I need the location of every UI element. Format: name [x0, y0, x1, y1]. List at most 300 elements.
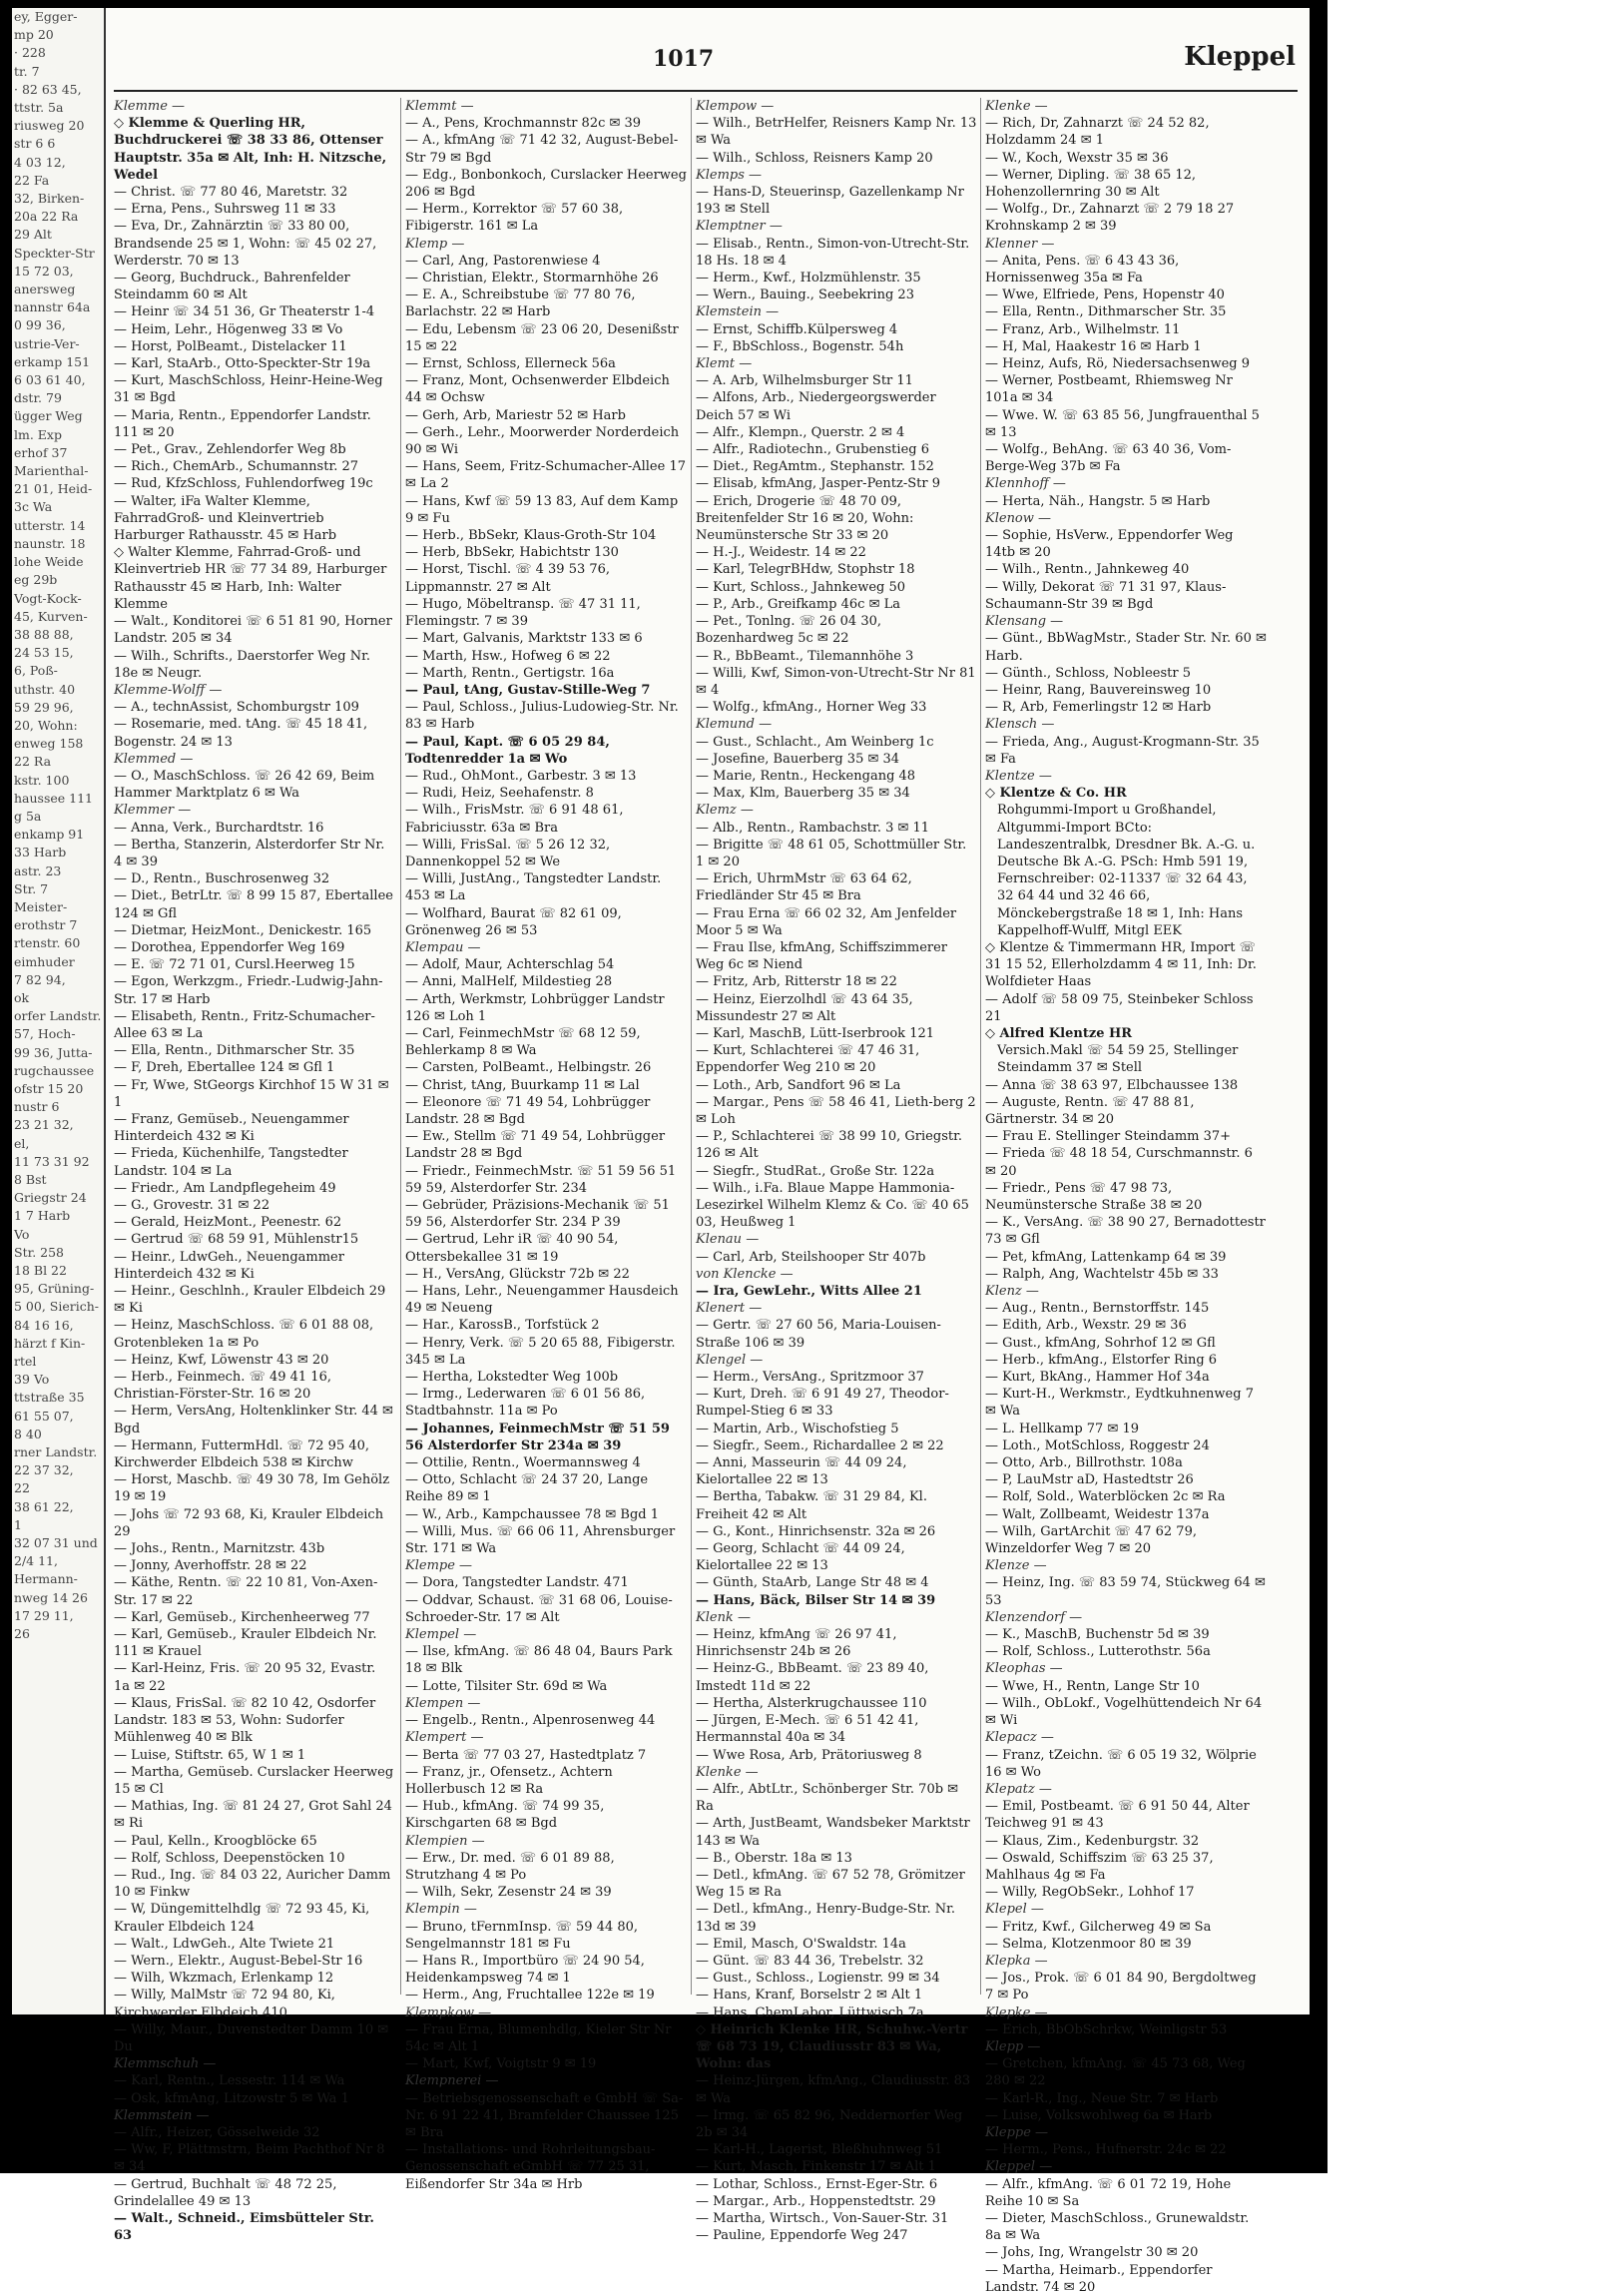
- directory-entry: — F, Dreh, Ebertallee 124 ✉ Gfl 1: [114, 1060, 335, 1076]
- directory-entry: — Ira, GewLehr., Witts Allee 21: [696, 1284, 922, 1300]
- prev-page-fragment: el,: [14, 1135, 30, 1151]
- prev-page-fragment: 24 53 15,: [14, 645, 74, 661]
- prev-page-fragment: · 228: [14, 45, 46, 61]
- running-head: Kleppel: [1184, 42, 1296, 72]
- column-1: [114, 98, 395, 2244]
- prev-page-fragment: 29 Alt: [14, 227, 52, 243]
- directory-entry: — F., BbSchloss., Bogenstr. 54h: [696, 338, 904, 354]
- directory-entry: — Marth, Hsw., Hofweg 6 ✉ 22: [405, 648, 611, 664]
- directory-entry: — G., Kont., Hinrichsenstr. 32a ✉ 26: [696, 1523, 936, 1539]
- directory-entry: — Wilh, Sekr, Zesenstr 24 ✉ 39: [405, 1885, 612, 1901]
- directory-entry: ◇ Heinrich Klenke HR, Schuhw.-Vertr ☏ 68 73 19, Claudiusstr 83 ✉ Wa, Wohn: das: [696, 2021, 968, 2072]
- prev-page-fragment: · 82 63 45,: [14, 81, 82, 97]
- directory-entry: — Herm., VersAng., Spritzmoor 37: [696, 1370, 924, 1386]
- prev-page-fragment: 21 01, Heid-: [14, 481, 93, 497]
- directory-entry: ◇ Klentze & Timmermann HR, Import ☏ 31 15 52, Ellerholzdamm 4 ✉ 11, Inh: Dr. Wolfdieter Haas: [985, 939, 1257, 990]
- surname-heading: Klemmed —: [114, 751, 194, 767]
- surname-heading: Klengel —: [696, 1352, 764, 1368]
- directory-entry: — Karl, Gemüseb., Krauler Elbdeich Nr. 111 ✉ Krauel: [114, 1627, 377, 1660]
- directory-entry: — Franz, Mont, Ochsenwerder Elbdeich 44 ✉ Ochsw: [405, 373, 670, 406]
- surname-heading: Klempau —: [405, 939, 481, 955]
- directory-entry: — Emil, Masch, O'Swaldstr. 14a: [696, 1936, 906, 1952]
- directory-entry: — Frieda ☏ 48 18 54, Curschmannstr. 6 ✉ 20: [985, 1146, 1253, 1179]
- prev-page-fragment: Marienthal-: [14, 463, 89, 479]
- directory-entry: — Anna ☏ 38 63 97, Elbchaussee 138: [985, 1077, 1239, 1093]
- prev-page-fragment: haussee 111: [14, 790, 94, 806]
- directory-entry: — Kurt, Schlachterei ☏ 47 46 31, Eppendorfer Weg 210 ✉ 20: [696, 1043, 920, 1076]
- directory-entry: — Christ, tAng, Buurkamp 11 ✉ Lal: [405, 1077, 640, 1093]
- directory-entry: — Hans-D, Steuerinsp, Gazellenkamp Nr 193 ✉ Stell: [696, 185, 964, 218]
- directory-entry: — O., MaschSchloss. ☏ 26 42 69, Beim Hammer Marktplatz 6 ✉ Wa: [114, 768, 375, 802]
- directory-entry: — Hertha, Lokstedter Weg 100b: [405, 1370, 619, 1386]
- directory-entry: — Friedr., Am Landpflegeheim 49: [114, 1180, 336, 1196]
- directory-entry: — Karl, TelegrBHdw, Stophstr 18: [696, 562, 915, 578]
- directory-entry: — Henry, Verk. ☏ 5 20 65 88, Fibigerstr. 345 ✉ La: [405, 1335, 676, 1368]
- prev-page-fragment: 1: [14, 1516, 22, 1532]
- prev-page-fragment: enkamp 91: [14, 827, 85, 843]
- directory-entry: — Kurt, Dreh. ☏ 6 91 49 27, Theodor-Rumpel-Stieg 6 ✉ 33: [696, 1387, 949, 1420]
- prev-page-fragment: 22 37 32,: [14, 1462, 74, 1478]
- prev-page-fragment: kstr. 100: [14, 772, 70, 788]
- prev-page-fragment: ok: [14, 989, 30, 1005]
- directory-entry: — Erw., Dr. med. ☏ 6 01 89 88, Strutzhang 4 ✉ Po: [405, 1850, 615, 1883]
- surname-heading: Klensang —: [985, 614, 1064, 630]
- directory-entry: — Fritz, Arb, Ritterstr 18 ✉ 22: [696, 974, 897, 990]
- directory-entry: — D., Rentn., Buschrosenweg 32: [114, 871, 330, 887]
- directory-entry: — Anni, MalHelf, Mildestieg 28: [405, 974, 613, 990]
- directory-entry: — Wern., Elektr., August-Bebel-Str 16: [114, 1953, 363, 1969]
- surname-heading: Klempnerei —: [405, 2073, 499, 2089]
- prev-page-fragment: lm. Exp: [14, 426, 62, 442]
- prev-page-fragment: 1 7 Harb: [14, 1208, 71, 1224]
- directory-entry: — Anna, Verk., Burchardtstr. 16: [114, 820, 324, 836]
- surname-heading: Klenke —: [985, 99, 1048, 114]
- prev-page-fragment: 4 03 12,: [14, 154, 66, 170]
- prev-page-fragment: ofstr 15 20: [14, 1080, 84, 1096]
- directory-entry: — Alfr., Radiotechn., Grubenstieg 6: [696, 442, 929, 458]
- directory-entry: — Hans, Kranf, Borselstr 2 ✉ Alt 1: [696, 1988, 923, 2004]
- prev-page-fragment: 20, Wohn:: [14, 717, 78, 733]
- directory-entry: — R, Arb, Femerlingstr 12 ✉ Harb: [985, 700, 1212, 716]
- directory-entry: — P, LauMstr aD, Hastedtstr 26: [985, 1472, 1194, 1488]
- surname-heading: Klepp —: [985, 2038, 1041, 2054]
- directory-entry: ◇ Klemme & Querling HR, Buchdruckerei ☏ 38 33 86, Ottenser Hauptstr. 35a ✉ Alt, Inh: H. Nitzsche, Wedel: [114, 116, 387, 183]
- directory-entry: — Oddvar, Schaust. ☏ 31 68 06, Louise-Schroeder-Str. 17 ✉ Alt: [405, 1592, 673, 1625]
- directory-entry: — Martin, Arb., Wischofstieg 5: [696, 1421, 899, 1436]
- column-4: [980, 98, 1267, 2295]
- prev-page-fragment: Str. 7: [14, 880, 49, 896]
- directory-entry: — H.-J., Weidestr. 14 ✉ 22: [696, 545, 866, 561]
- directory-entry: — Georg, Schlacht ☏ 44 09 24, Kielortallee 22 ✉ 13: [696, 1541, 905, 1574]
- prev-page-fragment: dstr. 79: [14, 390, 62, 406]
- directory-entry: Versich.Makl ☏ 54 59 25, Stellinger Steindamm 37 ✉ Stell: [997, 1043, 1239, 1076]
- directory-entry: — Heim, Lehr., Högenweg 33 ✉ Vo: [114, 321, 343, 337]
- directory-entry: — Eleonore ☏ 71 49 54, Lohbrügger Landstr. 28 ✉ Bgd: [405, 1094, 651, 1127]
- prev-page-fragment: uthstr. 40: [14, 681, 76, 697]
- directory-entry: — Herm., Kwf., Holzmühlenstr. 35: [696, 271, 921, 287]
- header-rule: [114, 90, 1298, 92]
- prev-page-fragment: orfer Landstr.: [14, 1008, 102, 1024]
- directory-entry: — Carl, Arb, Steilshooper Str 407b: [696, 1249, 926, 1265]
- prev-page-fragment: ey, Egger-: [14, 9, 78, 24]
- prev-page-fragment: utterstr. 14: [14, 517, 86, 533]
- directory-entry: — Wwe. W. ☏ 63 85 56, Jungfrauenthal 5 ✉ 13: [985, 407, 1260, 440]
- directory-entry: — Gust., kfmAng, Sohrhof 12 ✉ Gfl: [985, 1335, 1216, 1351]
- surname-heading: Klemme-Wolff —: [114, 682, 223, 698]
- directory-entry: — Kurt-H., Werkmstr., Eydtkuhnenweg 7 ✉ Wa: [985, 1387, 1254, 1420]
- directory-entry: — Elisabeth, Rentn., Fritz-Schumacher-Allee 63 ✉ La: [114, 1008, 375, 1041]
- prev-page-fragment: riusweg 20: [14, 118, 85, 134]
- prev-page-fragment: 61 55 07,: [14, 1408, 74, 1424]
- directory-entry: — Franz, jr., Ofensetz., Achtern Hollerbusch 12 ✉ Ra: [405, 1764, 613, 1797]
- directory-entry: — Gerh., Lehr., Moorwerder Norderdeich 90 ✉ Wi: [405, 424, 680, 458]
- directory-entry: — Wilh, GartArchit ☏ 47 62 79, Winzeldorfer Weg 7 ✉ 20: [985, 1523, 1197, 1557]
- directory-entry: — Alfr., AbtLtr., Schönberger Str. 70b ✉ Ra: [696, 1781, 959, 1815]
- directory-entry: — Hans, Seem, Fritz-Schumacher-Allee 17 ✉ La 2: [405, 459, 686, 492]
- directory-entry: — Mart, Galvanis, Marktstr 133 ✉ 6: [405, 631, 643, 647]
- directory-entry: — Christ. ☏ 77 80 46, Maretstr. 32: [114, 185, 348, 201]
- surname-heading: Klemp —: [405, 236, 465, 252]
- surname-heading: Klemz —: [696, 803, 754, 819]
- prev-page-fragment: rtel: [14, 1354, 37, 1370]
- directory-entry: — Herm., Pens., Hufnerstr. 24c ✉ 22: [985, 2142, 1227, 2158]
- surname-heading: Klempow —: [696, 99, 775, 114]
- directory-entry: — Herb., BbSekr, Klaus-Groth-Str 104: [405, 528, 657, 544]
- directory-entry: — Adolf ☏ 58 09 75, Steinbeker Schloss 21: [985, 991, 1254, 1024]
- directory-entry: — Franz, Gemüseb., Neuengammer Hinterdeich 432 ✉ Ki: [114, 1111, 349, 1145]
- page-header: [114, 38, 1302, 78]
- directory-entry: — Loth., MotSchloss, Roggestr 24: [985, 1437, 1210, 1453]
- directory-entry: — Hugo, Möbeltransp. ☏ 47 31 11, Flemingstr. 7 ✉ 39: [405, 596, 641, 630]
- surname-heading: Klemt —: [696, 356, 753, 372]
- directory-entry: — Rud., OhMont., Garbestr. 3 ✉ 13: [405, 768, 637, 784]
- surname-heading: Klemmer —: [114, 803, 192, 819]
- directory-entry: — Rud., Ing. ☏ 84 03 22, Auricher Damm 10 ✉ Finkw: [114, 1867, 391, 1901]
- directory-entry: — Karl, MaschB, Lütt-Iserbrook 121: [696, 1025, 935, 1041]
- surname-heading: Klemstein —: [696, 304, 780, 320]
- directory-entry: — Wilh., Schrifts., Daerstorfer Weg Nr. 18e ✉ Neugr.: [114, 648, 370, 681]
- directory-entry: — Willy, RegObSekr., Lohhof 17: [985, 1885, 1195, 1901]
- directory-entry: — Günth, StaArb, Lange Str 48 ✉ 4: [696, 1575, 929, 1591]
- directory-entry: — Oswald, Schiffszim ☏ 63 25 37, Mahlhaus 4g ✉ Fa: [985, 1850, 1214, 1883]
- surname-heading: Klemmstein —: [114, 2107, 210, 2123]
- directory-entry: — Loth., Arb, Sandfort 96 ✉ La: [696, 1077, 901, 1093]
- directory-entry: — Jürgen, E-Mech. ☏ 6 51 42 41, Hermannstal 40a ✉ 34: [696, 1713, 919, 1746]
- directory-entry: — Gertrud, Buchhalt ☏ 48 72 25, Grindelallee 49 ✉ 13: [114, 2176, 337, 2209]
- prev-page-fragment: nustr 6: [14, 1099, 60, 1115]
- directory-entry: — R., BbBeamt., Tilemannhöhe 3: [696, 648, 914, 664]
- prev-page-fragment: Str. 258: [14, 1244, 64, 1260]
- directory-entry: — P., Arb., Greifkamp 46c ✉ La: [696, 596, 900, 612]
- directory-entry: — Frau Erna ☏ 66 02 32, Am Jenfelder Moor 5 ✉ Wa: [696, 905, 957, 938]
- directory-entry: — Kurt, MaschSchloss, Heinr-Heine-Weg 31 ✉ Bgd: [114, 373, 383, 406]
- directory-entry: — Elisab, kfmAng, Jasper-Pentz-Str 9: [696, 476, 941, 492]
- directory-entry: — Wwe, Elfriede, Pens, Hopenstr 40: [985, 287, 1225, 303]
- directory-entry: — Dietmar, HeizMont., Denickestr. 165: [114, 922, 372, 938]
- directory-entry: — Heinz, Kwf, Löwenstr 43 ✉ 20: [114, 1352, 329, 1368]
- directory-entry: — Diet., RegAmtm., Stephanstr. 152: [696, 459, 934, 475]
- surname-heading: Klemmt —: [405, 99, 474, 114]
- directory-entry: — Alfr., kfmAng. ☏ 6 01 72 19, Hohe Reihe 10 ✉ Sa: [985, 2176, 1232, 2209]
- directory-entry: — Installations- und Rohrleitungsbau-Genossenschaft eGmbH ☏ 77 25 31, Eißendorfer Str 34a ✉ Hrb: [405, 2142, 656, 2192]
- directory-entry: — Werner, Postbeamt, Rhiemsweg Nr 101a ✉ 34: [985, 373, 1233, 406]
- prev-page-fragment: 45, Kurven-: [14, 608, 88, 624]
- prev-page-fragment: erkamp 151: [14, 353, 91, 369]
- directory-entry: — Christian, Elektr., Stormarnhöhe 26: [405, 271, 659, 287]
- directory-entry: — Karl, StaArb., Otto-Speckter-Str 19a: [114, 356, 371, 372]
- directory-entry: — Johs ☏ 72 93 68, Ki, Krauler Elbdeich 29: [114, 1506, 384, 1539]
- directory-entry: — Josefine, Bauerberg 35 ✉ 34: [696, 751, 900, 767]
- directory-entry: — Rud, KfzSchloss, Fuhlendorfweg 19c: [114, 476, 373, 492]
- directory-entry: — Gretchen, kfmAng. ☏ 45 73 68, Weg 280 ✉ 22: [985, 2056, 1246, 2089]
- directory-entry: — P., Schlachterei ☏ 38 99 10, Griegstr. 126 ✉ Alt: [696, 1129, 963, 1162]
- directory-entry: ◇ Klentze & Co. HR: [985, 786, 1127, 802]
- directory-entry: — Martha, Gemüseb. Curslacker Heerweg 15 ✉ Cl: [114, 1764, 394, 1797]
- directory-entry: — Kurt, Masch, Finkenstr 17 ✉ Alt 1: [696, 2159, 936, 2175]
- directory-entry: — Otto, Arb., Billrothstr. 108a: [985, 1455, 1183, 1471]
- directory-entry: — Otto, Schlacht ☏ 24 37 20, Lange Reihe 89 ✉ 1: [405, 1472, 649, 1505]
- directory-entry: ◇ Alfred Klentze HR: [985, 1025, 1133, 1041]
- prev-page-fragment: lohe Weide: [14, 554, 84, 570]
- surname-heading: Klempert —: [405, 1730, 484, 1746]
- directory-entry: — Hans R., Importbüro ☏ 24 90 54, Heidenkampsweg 74 ✉ 1: [405, 1953, 645, 1987]
- directory-entry: — Carl, Ang, Pastorenwiese 4: [405, 253, 601, 269]
- directory-entry: — Rolf, Schloss., Lutterothstr. 56a: [985, 1644, 1211, 1660]
- directory-entry: — Betriebsgenossenschaft e GmbH ☏ Sa-Nr. 6 91 22 41, Bramfelder Chaussee 125 ✉ Bra: [405, 2090, 684, 2140]
- surname-heading: Klemptner —: [696, 219, 783, 235]
- directory-entry: — Osk, kfmAng, Litzowstr 5 ✉ Wa 1: [114, 2090, 349, 2106]
- directory-entry: — Frau Ilse, kfmAng, Schiffszimmerer Weg 6c ✉ Niend: [696, 939, 948, 973]
- surname-heading: Klemund —: [696, 717, 773, 733]
- prev-page-fragment: 11 73 31 92: [14, 1153, 90, 1169]
- directory-entry: — Walt., Konditorei ☏ 6 51 81 90, Horner Landstr. 205 ✉ 34: [114, 614, 392, 647]
- directory-entry: — Heinz, kfmAng ☏ 26 97 41, Hinrichsenstr 24b ✉ 26: [696, 1627, 897, 1660]
- surname-heading: Klenert —: [696, 1301, 763, 1317]
- surname-heading: Klemmschuh —: [114, 2056, 217, 2072]
- directory-entry: — Gerh, Arb, Mariestr 52 ✉ Harb: [405, 407, 626, 423]
- directory-entry: — Wilh., i.Fa. Blaue Mappe Hammonia-Lesezirkel Wilhelm Klemz & Co. ☏ 40 65 03, Heußweg 1: [696, 1180, 969, 1231]
- prev-page-fragment: Hermann-: [14, 1571, 78, 1587]
- surname-heading: Kleophas —: [985, 1661, 1063, 1677]
- prev-page-fragment: 8 Bst: [14, 1172, 47, 1187]
- prev-page-fragment: mp 20: [14, 27, 54, 43]
- directory-entry: — Franz, Arb., Wilhelmstr. 11: [985, 321, 1181, 337]
- directory-entry: — Wwe, H., Rentn, Lange Str 10: [985, 1678, 1200, 1694]
- prev-page-fragment: 22 Ra: [14, 754, 52, 770]
- directory-entry: — Mart, Kwf, Voigtstr 9 ✉ 19: [405, 2056, 597, 2072]
- directory-entry: — Egon, Werkzgm., Friedr.-Ludwig-Jahn-Str. 17 ✉ Harb: [114, 974, 383, 1007]
- directory-entry: — Wolfhard, Baurat ☏ 82 61 09, Grönenweg 26 ✉ 53: [405, 905, 622, 938]
- prev-page-fragment: 7 82 94,: [14, 971, 66, 987]
- directory-entry: — Paul, Kelln., Kroogblöcke 65: [114, 1833, 317, 1849]
- prev-page-fragment: 0 99 36,: [14, 317, 66, 333]
- directory-entry: — Ernst, Schiffb.Külpersweg 4: [696, 321, 898, 337]
- prev-page-fragment: 6, Poß-: [14, 663, 58, 679]
- directory-entry: ◇ Walter Klemme, Fahrrad-Groß- und Kleinvertrieb HR ☏ 77 34 89, Harburger Rathausstr 45 ✉ Harb, Inh: Walter Klemme: [114, 545, 387, 612]
- directory-entry: — Har., KarossB., Torfstück 2: [405, 1318, 600, 1334]
- surname-heading: Klensch —: [985, 717, 1055, 733]
- surname-heading: Klennhoff —: [985, 476, 1066, 492]
- directory-entry: — Brigitte ☏ 48 61 05, Schottmüller Str. 1 ✉ 20: [696, 837, 967, 869]
- directory-entry: — K., VersAng. ☏ 38 90 27, Bernadottestr 73 ✉ Gfl: [985, 1215, 1266, 1248]
- prev-page-fragment: tr. 7: [14, 63, 40, 79]
- directory-entry: — Kurt, Schloss., Jahnkeweg 50: [696, 579, 906, 595]
- directory-entry: — Herta, Näh., Hangstr. 5 ✉ Harb: [985, 493, 1211, 509]
- directory-entry: — Johs., Rentn., Marnitzstr. 43b: [114, 1541, 325, 1557]
- page-number: 1017: [653, 46, 715, 72]
- directory-entry: — Lothar, Schloss., Ernst-Eger-Str. 6: [696, 2176, 938, 2192]
- directory-entry: — Hertha, Alsterkrugchaussee 110: [696, 1695, 927, 1711]
- directory-entry: — Günth., Schloss, Nobleestr 5: [985, 665, 1191, 681]
- directory-entry: — Herb., kfmAng., Elstorfer Ring 6: [985, 1352, 1218, 1368]
- prev-page-fragment: 38 61 22,: [14, 1498, 74, 1514]
- directory-entry: — H, Mal, Haakestr 16 ✉ Harb 1: [985, 338, 1202, 354]
- directory-entry: — Gertrud ☏ 68 59 91, Mühlenstr15: [114, 1232, 359, 1248]
- prev-page-fragment: 23 21 32,: [14, 1117, 74, 1133]
- directory-entry: — Heinz, MaschSchloss. ☏ 6 01 88 08, Grotenbleken 1a ✉ Po: [114, 1318, 374, 1351]
- directory-entry: — Wilh., Rentn., Jahnkeweg 40: [985, 562, 1190, 578]
- directory-entry: — Arth, Werkmstr, Lohbrügger Landstr 126 ✉ Loh 1: [405, 991, 665, 1024]
- directory-entry: — Günt., BbWagMstr., Stader Str. Nr. 60 ✉ Harb.: [985, 631, 1267, 664]
- directory-entry: — Willy, MalMstr ☏ 72 94 80, Ki, Kirchwerder Elbdeich 410: [114, 1988, 335, 2020]
- directory-entry: — Dorothea, Eppendorfer Weg 169: [114, 939, 345, 955]
- prev-page-fragment: 18 Bl 22: [14, 1263, 67, 1279]
- surname-heading: Klenze —: [985, 1558, 1047, 1574]
- directory-entry: — Edg., Bonbonkoch, Curslacker Heerweg 206 ✉ Bgd: [405, 167, 687, 201]
- directory-entry: — Walt., Schneid., Eimsbütteler Str. 63: [114, 2210, 374, 2244]
- directory-entry: — Karl-Heinz, Fris. ☏ 20 95 32, Evastr. 1a ✉ 22: [114, 1661, 376, 1694]
- prev-page-fragment: 20a 22 Ra: [14, 209, 79, 225]
- directory-entry: — Heinz-Jürgen, kfmAng., Claudiusstr. 83 ✉ Wa: [696, 2073, 971, 2106]
- directory-entry: — Rich., ChemArb., Schumannstr. 27: [114, 459, 359, 475]
- prev-page-fragment: 8 40: [14, 1426, 42, 1441]
- directory-entry: — H., VersAng, Glückstr 72b ✉ 22: [405, 1266, 630, 1282]
- directory-entry: — Georg, Buchdruck., Bahrenfelder Steindamm 60 ✉ Alt: [114, 271, 350, 303]
- directory-entry: — G., Grovestr. 31 ✉ 22: [114, 1198, 270, 1213]
- directory-entry: — Pet., Tonlng. ☏ 26 04 30, Bozenhardweg 5c ✉ 22: [696, 614, 881, 647]
- directory-entry: — Ernst, Schloss, Ellerneck 56a: [405, 356, 616, 372]
- directory-entry: — Willi, Mus. ☏ 66 06 11, Ahrensburger Str. 171 ✉ Wa: [405, 1523, 676, 1557]
- directory-entry: Rohgummi-Import u Großhandel, Altgummi-Import BCto: Landeszentralbk, Dresdner Bk. A.-G. u. Deutsche Bk A.-G. PSch: Hmb 591 19, Fernschreiber: 02-11337 ☏ 32 64 43, 32 64 44 und 32 46 66, Mönckebergstraße 18 ✉ 1, Inh: Hans Kappelhoff-Wulff, Mitgl EEK: [997, 803, 1256, 938]
- directory-entry: — Hermann, FuttermHdl. ☏ 72 95 40, Kirchwerder Elbdeich 538 ✉ Kirchw: [114, 1437, 370, 1471]
- directory-entry: — Horst, PolBeamt., Distelacker 11: [114, 338, 347, 354]
- directory-entry: — Siegfr., Seem., Richardallee 2 ✉ 22: [696, 1437, 944, 1453]
- prev-page-fragment: g 5a: [14, 808, 42, 824]
- directory-entry: — Gebrüder, Präzisions-Mechanik ☏ 51 59 56, Alsterdorfer Str. 234 P 39: [405, 1198, 670, 1231]
- directory-entry: — A., technAssist, Schomburgstr 109: [114, 700, 359, 716]
- directory-entry: — Rolf, Sold., Waterblöcken 2c ✉ Ra: [985, 1489, 1226, 1505]
- directory-entry: — E. ☏ 72 71 01, Cursl.Heerweg 15: [114, 957, 355, 973]
- directory-entry: — Frieda, Ang., August-Krogmann-Str. 35 ✉ Fa: [985, 734, 1260, 767]
- prev-page-fragment: 15 72 03,: [14, 263, 74, 279]
- directory-entry: — Margar., Pens ☏ 58 46 41, Lieth-berg 2 ✉ Loh: [696, 1094, 976, 1127]
- directory-entry: — Wolfg., Dr., Zahnarzt ☏ 2 79 18 27 Krohnskamp 2 ✉ 39: [985, 202, 1235, 235]
- prev-page-fragment: str 6 6: [14, 136, 56, 152]
- prev-page-fragment: ttstraße 35: [14, 1390, 85, 1406]
- prev-page-fragment: Vo: [14, 1226, 30, 1242]
- directory-entry: — Gertrud, Lehr iR ☏ 40 90 54, Ottersbekallee 31 ✉ 19: [405, 1232, 619, 1265]
- directory-entry: — Willy, Dekorat ☏ 71 31 97, Klaus-Schaumann-Str 39 ✉ Bgd: [985, 579, 1227, 612]
- directory-entry: — Ella, Rentn., Dithmarscher Str. 35: [114, 1043, 355, 1059]
- directory-entry: — Wolfg., BehAng. ☏ 63 40 36, Vom-Berge-Weg 37b ✉ Fa: [985, 442, 1232, 475]
- directory-entry: — Margar., Arb., Hoppenstedtstr. 29: [696, 2193, 936, 2209]
- directory-entry: — Karl, Rentn., Lessestr. 114 ✉ Wa: [114, 2073, 345, 2089]
- directory-entry: — Gerald, HeizMont., Peenestr. 62: [114, 1215, 342, 1231]
- directory-entry: — Paul, Kapt. ☏ 6 05 29 84, Todtenredder 1a ✉ Wo: [405, 734, 610, 767]
- prev-page-fragment: ttstr. 5a: [14, 100, 64, 116]
- directory-entry: — Werner, Dipling. ☏ 38 65 12, Hohenzollernring 30 ✉ Alt: [985, 167, 1197, 201]
- directory-entry: — Kurt, BkAng., Hammer Hof 34a: [985, 1370, 1210, 1386]
- directory-entry: — Luise, Volkswohlweg 6a ✉ Harb: [985, 2107, 1213, 2123]
- directory-entry: — Carsten, PolBeamt., Helbingstr. 26: [405, 1060, 652, 1076]
- directory-entry: — Horst, Tischl. ☏ 4 39 53 76, Lippmannstr. 27 ✉ Alt: [405, 562, 611, 595]
- directory-entry: — Horst, Maschb. ☏ 49 30 78, Im Gehölz 19 ✉ 19: [114, 1472, 390, 1505]
- directory-entry: — Friedr., FeinmechMstr. ☏ 51 59 56 51 59 59, Alsterdorfer Str. 234: [405, 1163, 677, 1196]
- directory-entry: — Wilh., FrisMstr. ☏ 6 91 48 61, Fabriciusstr. 63a ✉ Bra: [405, 803, 624, 836]
- surname-heading: Klepatz —: [985, 1781, 1052, 1797]
- directory-entry: — Ralph, Ang, Wachtelstr 45b ✉ 33: [985, 1266, 1219, 1282]
- directory-entry: — E. A., Schreibstube ☏ 77 80 76, Barlachstr. 22 ✉ Harb: [405, 287, 636, 320]
- directory-entry: — Max, Klm, Bauerberg 35 ✉ 34: [696, 786, 910, 802]
- directory-entry: — Willi, JustAng., Tangstedter Landstr. 453 ✉ La: [405, 871, 662, 904]
- directory-entry: — A. Arb, Wilhelmsburger Str 11: [696, 373, 913, 389]
- directory-entry: — B., Oberstr. 18a ✉ 13: [696, 1850, 852, 1866]
- directory-entry: — Aug., Rentn., Bernstorffstr. 145: [985, 1301, 1210, 1317]
- prev-page-fragment: ügger Weg: [14, 408, 83, 424]
- directory-entry: — Ella, Rentn., Dithmarscher Str. 35: [985, 304, 1227, 320]
- directory-entry: — Klaus, Zim., Kedenburgstr. 32: [985, 1833, 1200, 1849]
- surname-heading: Klepel —: [985, 1902, 1044, 1918]
- directory-entry: — Alb., Rentn., Rambachstr. 3 ✉ 11: [696, 820, 930, 836]
- directory-entry: — Heinr., Geschlnh., Krauler Elbdeich 29 ✉ Ki: [114, 1284, 386, 1317]
- prev-page-fragment: rner Landstr.: [14, 1444, 98, 1460]
- directory-entry: — Rich, Dr, Zahnarzt ☏ 24 52 82, Holzdamm 24 ✉ 1: [985, 116, 1210, 149]
- directory-entry: — Heinr., LdwGeh., Neuengammer Hinterdeich 432 ✉ Ki: [114, 1249, 344, 1282]
- prev-page-fragment: enweg 158: [14, 736, 84, 752]
- directory-entry: — Karl-R., Ing., Neue Str. 7 ✉ Harb: [985, 2090, 1219, 2106]
- directory-entry: — Detl., kfmAng. ☏ 67 52 78, Grömitzer Weg 15 ✉ Ra: [696, 1867, 965, 1901]
- prev-page-fragment: Meister-: [14, 898, 68, 914]
- previous-page-strip: [12, 8, 106, 2014]
- directory-entry: — Sophie, HsVerw., Eppendorfer Weg 14tb ✉ 20: [985, 528, 1234, 561]
- directory-entry: — Dieter, MaschSchloss., Grunewaldstr. 8a ✉ Wa: [985, 2210, 1250, 2244]
- surname-heading: Klemme —: [114, 99, 186, 114]
- prev-page-fragment: 99 36, Jutta-: [14, 1044, 93, 1060]
- directory-entry: — Heinr ☏ 34 51 36, Gr Theaterstr 1-4: [114, 304, 375, 320]
- prev-page-fragment: astr. 23: [14, 862, 62, 878]
- directory-entry: — Heinr, Rang, Bauvereinsweg 10: [985, 682, 1212, 698]
- directory-entry: — W, Düngemittelhdlg ☏ 72 93 45, Ki, Krauler Elbdeich 124: [114, 1902, 370, 1935]
- prev-page-fragment: ustrie-Ver-: [14, 335, 80, 351]
- directory-entry: — Anni, Masseurin ☏ 44 09 24, Kielortallee 22 ✉ 13: [696, 1455, 907, 1488]
- surname-heading: Klempel —: [405, 1627, 477, 1643]
- prev-page-fragment: 22 Fa: [14, 172, 50, 188]
- directory-entry: — Klaus, FrisSal. ☏ 82 10 42, Osdorfer Landstr. 183 ✉ 53, Wohn: Sudorfer Mühlenweg 40 ✉ Blk: [114, 1695, 376, 1746]
- directory-entry: — Gertr. ☏ 27 60 56, Maria-Louisen-Straße 106 ✉ 39: [696, 1318, 941, 1351]
- directory-entry: — Wolfg., kfmAng., Horner Weg 33: [696, 700, 927, 716]
- directory-entry: — Ilse, kfmAng. ☏ 86 48 04, Baurs Park 18 ✉ Blk: [405, 1644, 673, 1677]
- directory-entry: — Johs, Ing, Wrangelstr 30 ✉ 20: [985, 2245, 1199, 2261]
- directory-entry: — Erich, BbObSchrkw, Weinligstr 53: [985, 2021, 1228, 2037]
- prev-page-fragment: 17 29 11,: [14, 1607, 74, 1623]
- prev-page-fragment: 57, Hoch-: [14, 1026, 76, 1042]
- directory-entry: — Gust., Schlacht., Am Weinberg 1c: [696, 734, 934, 750]
- directory-entry: — Edith, Arb., Wexstr. 29 ✉ 36: [985, 1318, 1187, 1334]
- page-main: [114, 8, 1302, 2295]
- prev-page-fragment: 22: [14, 1480, 30, 1496]
- directory-entry: — Hub., kfmAng. ☏ 74 99 35, Kirschgarten 68 ✉ Bgd: [405, 1799, 605, 1832]
- directory-entry: — Johannes, FeinmechMstr ☏ 51 59 56 Alsterdorfer Str 234a ✉ 39: [405, 1421, 670, 1453]
